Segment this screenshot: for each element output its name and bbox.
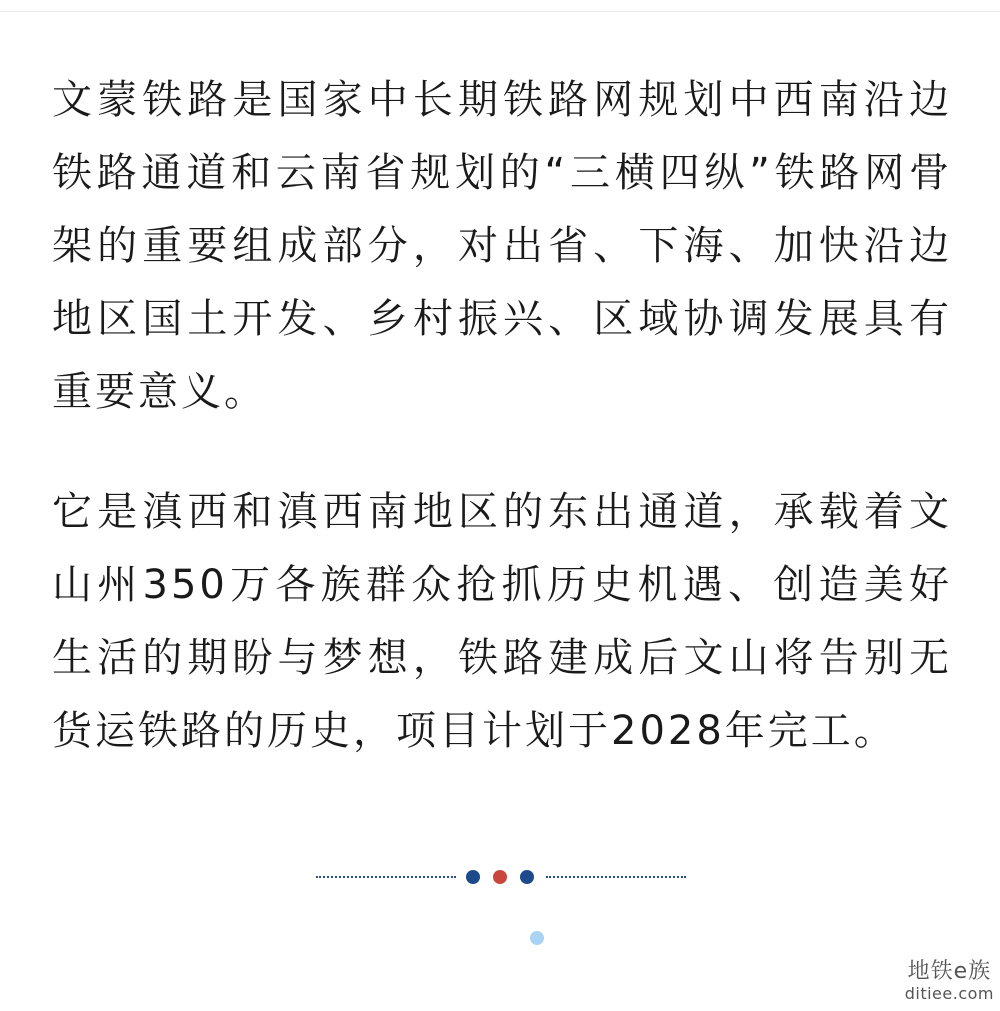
paragraph-2: 它是滇西和滇西南地区的东出通道，承载着文山州350万各族群众抢抓历史机遇、创造美好生活的期盼与梦想，铁路建成后文山将告别无货运铁路的历史，项目计划于2028年完工。 — [52, 489, 952, 754]
article-body — [52, 64, 952, 768]
top-divider-line — [0, 11, 1000, 12]
decorative-light-blue-dot — [530, 931, 544, 945]
watermark-url: ditiee.com — [904, 983, 994, 1003]
divider-dot-blue-right — [520, 870, 534, 884]
divider-dotted-line-right — [546, 876, 686, 878]
watermark-text: 地铁e族 — [907, 959, 992, 985]
paragraph-1: 文蒙铁路是国家中长期铁路网规划中西南沿边铁路通道和云南省规划的“三横四纵”铁路网骨架的重要组成部分，对出省、下海、加快沿边地区国土开发、乡村振兴、区域协调发展具有重要意义。 — [52, 77, 952, 415]
section-divider — [316, 865, 686, 889]
divider-dotted-line-left — [316, 876, 456, 878]
divider-dot-red — [493, 870, 507, 884]
divider-dot-blue-left — [466, 870, 480, 884]
watermark — [905, 959, 994, 1003]
